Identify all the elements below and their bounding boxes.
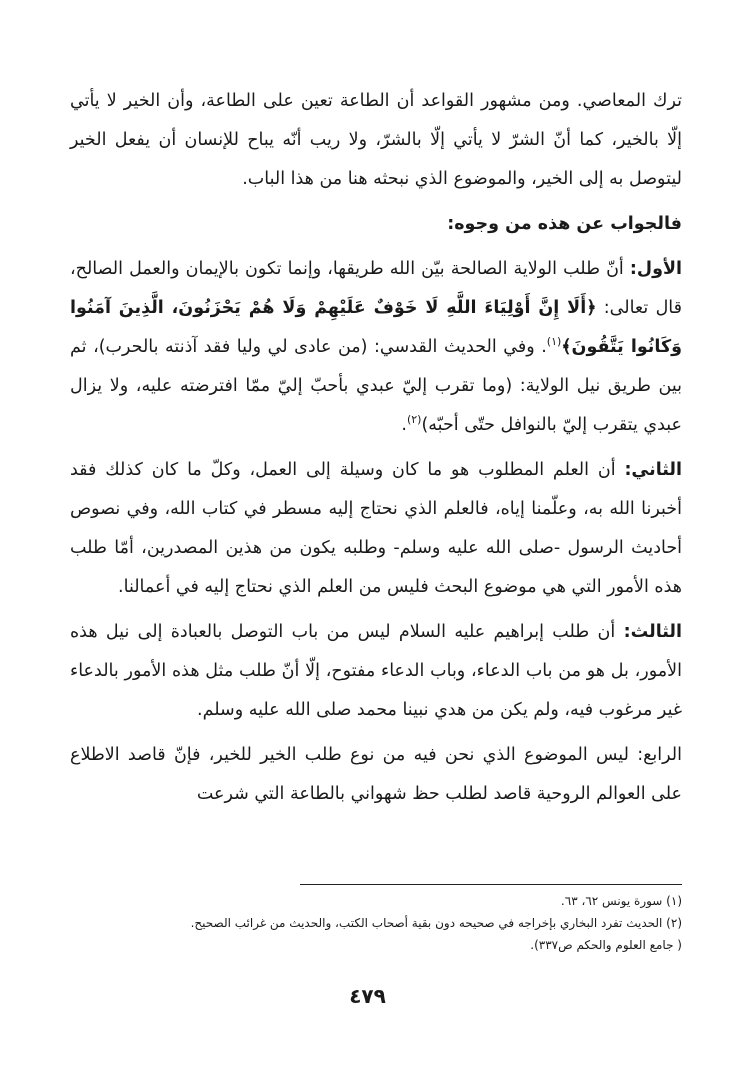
third-point-label: الثالث: <box>623 622 682 642</box>
fourth-point-paragraph <box>70 736 682 814</box>
answer-intro-heading: فالجواب عن هذه من وجوه: <box>447 214 682 234</box>
intro-paragraph <box>70 82 682 199</box>
page-body <box>70 82 682 814</box>
footnote-3: ( جامع العلوم والحكم ص٣٣٧). <box>530 938 682 952</box>
answer-intro-paragraph <box>70 205 682 244</box>
first-point-paragraph <box>70 250 682 445</box>
footnotes <box>70 890 682 956</box>
third-point-text: أن طلب إبراهيم عليه السلام ليس من باب التوصل بالعبادة إلى نيل هذه الأمور، بل هو من باب الدعاء، وباب الدعاء مفتوح، إلّا أنّ طلب مثل هذه الأمور بالدعاء غير مرغوب فيه، ولم يكن من هدي نبينا محمد صلى الله عليه وسلم. <box>70 622 682 720</box>
footnote-divider <box>300 884 682 885</box>
fourth-point-text: ليس الموضوع الذي نحن فيه من نوع طلب الخير للخير، فإنّ قاصد الاطلاع على العوالم الروحية قاصد لطلب حظ شهواني بالطاعة التي شرعت <box>70 745 682 804</box>
fourth-point-label: الرابع: <box>637 745 682 765</box>
footnote-1: (١) سورة يونس ٦٢، ٦٣. <box>560 894 682 908</box>
first-point-text-1: أنّ طلب الولاية الصالحة بيّن الله طريقها، وإنما تكون بالإيمان والعمل الصالح، قال تعالى: <box>70 259 682 318</box>
footnote-ref-2: (٢) <box>406 413 422 427</box>
footnote-ref-1: (١) <box>546 335 562 349</box>
second-point-label: الثاني: <box>624 460 682 480</box>
first-point-text-3: . <box>401 415 407 435</box>
second-point-text: أن العلم المطلوب هو ما كان وسيلة إلى العمل، وكلّ ما كان كذلك فقد أخبرنا الله به، وعلّمنا إياه، فالعلم الذي نحتاج إليه مسطر في كتاب الله، وفي نصوص أحاديث الرسول -صلى الله عليه وسلم- وطلبه يكون من هذين المصدرين، أمّا طلب هذه الأمور التي هي موضوع البحث فليس من العلم الذي نحتاج إليه في أعمالنا. <box>70 460 682 597</box>
third-point-paragraph <box>70 613 682 730</box>
page-number: ٤٧٩ <box>349 984 386 1008</box>
intro-text: ترك المعاصي. ومن مشهور القواعد أن الطاعة تعين على الطاعة، وأن الخير لا يأتي إلّا بالخير، كما أنّ الشرّ لا يأتي إلّا بالشرّ، ولا ريب أنّه يباح للإنسان أن يفعل الخير ليتوصل به إلى الخير، والموضوع الذي نبحثه هنا من هذا الباب. <box>70 91 682 189</box>
first-point-label: الأول: <box>629 259 682 279</box>
second-point-paragraph <box>70 451 682 607</box>
footnote-2: (٢) الحديث تفرد البخاري بإخراجه في صحيحه دون بقية أصحاب الكتب، والحديث من غرائب الصحيح. <box>190 916 682 930</box>
quran-verse: ﴿أَلَا إِنَّ أَوْلِيَاءَ اللَّهِ لَا خَوْفٌ عَلَيْهِمْ وَلَا هُمْ يَحْزَنُونَ، الَّذِينَ آمَنُوا وَكَانُوا يَتَّقُونَ﴾ <box>70 298 682 357</box>
first-point-text-2: . وفي الحديث القدسي: (من عادى لي وليا فقد آذنته بالحرب)، ثم بين طريق نيل الولاية: (وما تقرب إليّ عبدي بأحبّ إليّ ممّا افترضته عليه، ولا يزال عبدي يتقرب إليّ بالنوافل حتّى أحبّه) <box>70 337 682 435</box>
